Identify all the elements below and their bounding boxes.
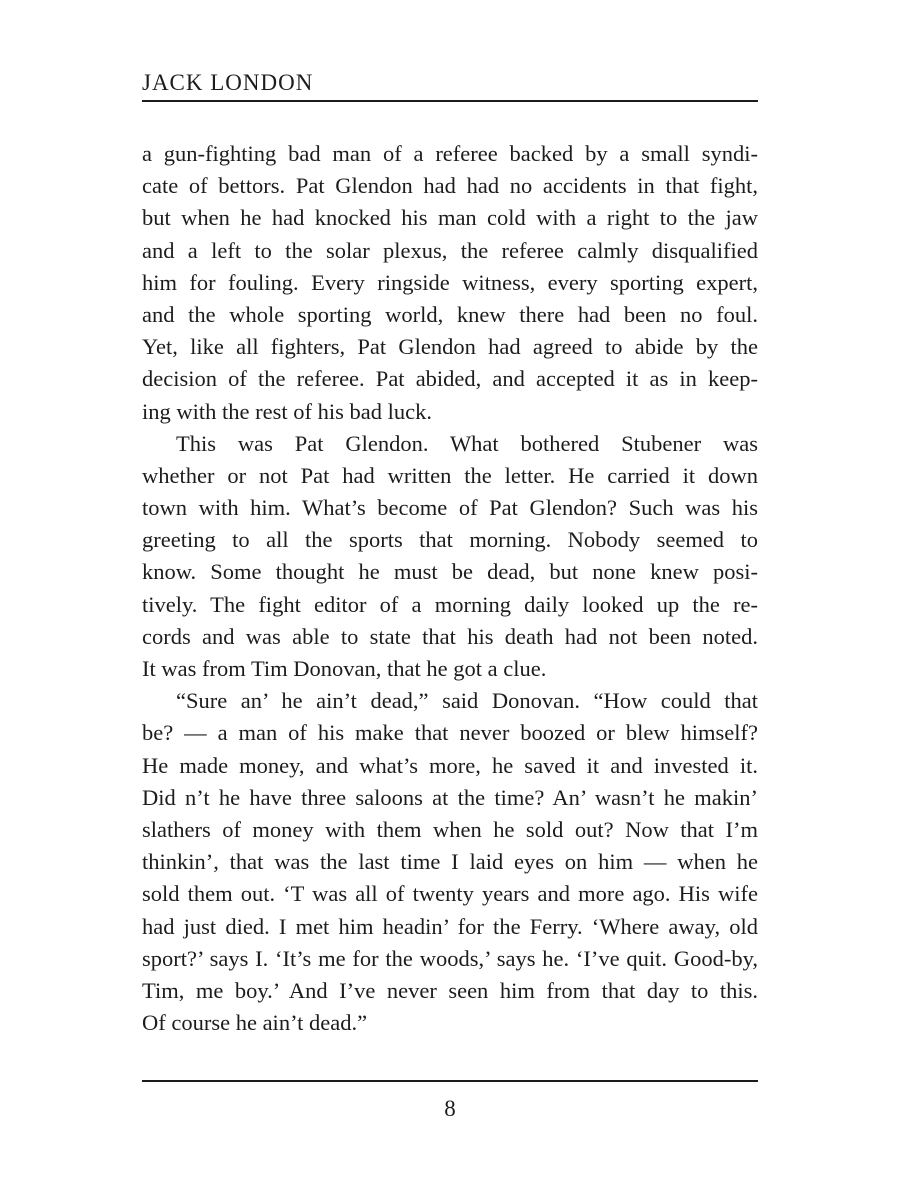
text-line: This was Pat Glendon. What bothered Stubener was [176,430,758,456]
text-line: a gun-fighting bad man of a referee backed by a small syndi- [142,141,758,166]
book-page [142,0,758,1200]
text-line: had just died. I met him headin’ for the Ferry. ‘Where away, old [142,913,758,939]
text-line: him for fouling. Every ringside witness, every sporting expert, [142,269,758,295]
text-line: town with him. What’s become of Pat Glendon? Such was his [142,495,758,521]
running-head: JACK LONDON [142,70,314,95]
text-line: He made money, and what’s more, he saved it and invested it. [142,752,758,778]
paragraph [142,685,758,1039]
text-line: whether or not Pat had written the letter. He carried it down [142,462,758,488]
paragraph [142,428,758,686]
text-line: slathers of money with them when he sold out? Now that I’m [142,816,758,842]
text-line: sport?’ says I. ‘It’s me for the woods,’ says he. ‘I’ve quit. Good-by, [142,945,758,971]
text-line: ing with the rest of his bad luck. [142,398,432,424]
body-text [142,138,758,1039]
text-line: “Sure an’ he ain’t dead,” said Donovan. “How could that [176,688,758,714]
text-line: Yet, like all fighters, Pat Glendon had agreed to abide by the [142,334,758,360]
text-line: be? — a man of his make that never boozed or blew himself? [142,720,758,746]
text-line: greeting to all the sports that morning. Nobody seemed to [142,527,758,553]
text-line: decision of the referee. Pat abided, and accepted it as in keep- [142,366,758,392]
text-line: Tim, me boy.’ And I’ve never seen him from that day to this. [142,977,758,1003]
text-line: Of course he ain’t dead.” [142,1010,368,1036]
footer-rule [142,1080,758,1082]
text-line: tively. The fight editor of a morning daily looked up the re- [142,591,758,617]
text-line: sold them out. ‘T was all of twenty years and more ago. His wife [142,881,758,907]
text-line: Did n’t he have three saloons at the time? An’ wasn’t he makin’ [142,784,758,810]
text-line: cate of bettors. Pat Glendon had had no accidents in that fight, [142,173,758,199]
text-line: It was from Tim Donovan, that he got a clue. [142,656,547,681]
text-line: know. Some thought he must be dead, but none knew posi- [142,559,758,585]
text-line: thinkin’, that was the last time I laid eyes on him — when he [142,849,758,875]
paragraph [142,138,758,428]
text-line: cords and was able to state that his death had not been noted. [142,623,758,649]
text-line: but when he had knocked his man cold with a right to the jaw [142,205,758,231]
text-line: and the whole sporting world, knew there had been no foul. [142,301,758,327]
text-line: and a left to the solar plexus, the referee calmly disqualified [142,237,758,263]
page-number: 8 [444,1096,456,1121]
header-rule [142,100,758,102]
